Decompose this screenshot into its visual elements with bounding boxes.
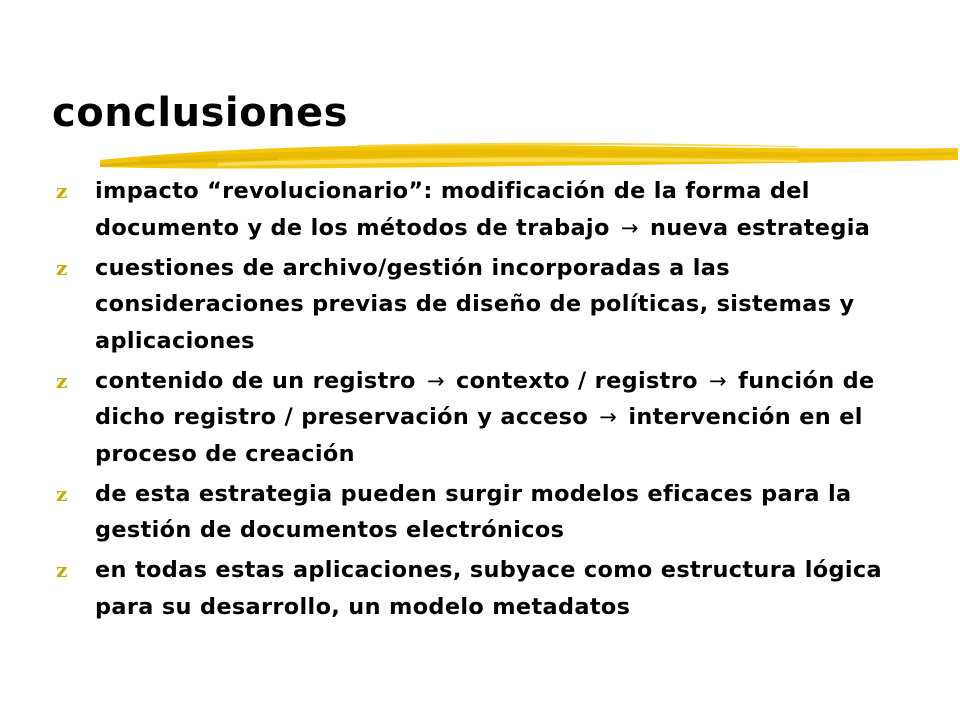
bullet-item [56,552,946,625]
bullet-text [95,363,946,473]
bullet-text-segment: en todas estas aplicaciones, subyace como estructura lógica para su desarrollo, un modelo metadatos [95,557,882,620]
slide-title: conclusiones [52,90,348,136]
arrow-right-icon: → [426,368,445,393]
bullet-text [95,250,946,360]
bullet-marker-icon: z [56,481,68,506]
bullet-item [56,250,946,360]
bullet-text-segment: contenido de un registro [95,367,416,394]
bullet-item [56,476,946,549]
bullet-marker-icon: z [56,558,68,582]
bullet-text-segment: contexto / registro [456,367,698,394]
bullet-text-segment: nueva estrategia [649,214,871,241]
bullet-text-segment: de esta estrategia pueden surgir modelos eficaces para la gestión de documentos electrónicos [95,480,852,543]
bullet-text-segment: intervención en el proceso de creación [95,404,863,467]
bullet-text [95,173,946,246]
bullet-text-segment: función de dicho registro / preservación y acceso [95,367,875,430]
arrow-right-icon: → [599,405,618,429]
bullet-item [56,363,946,473]
bullet-list [56,173,946,629]
bullet-marker-icon: z [56,255,68,280]
bullet-text [95,476,946,549]
arrow-right-icon: → [709,368,727,393]
bullet-text-segment: cuestiones de archivo/gestión incorporadas a las consideraciones previas de diseño de políticas, sistemas y aplicaciones [95,254,855,354]
bullet-text-segment: impacto “revolucionario”: modificación de la forma del documento y de los métodos de trabajo [95,178,810,241]
title-brush-underline [98,136,960,178]
arrow-right-icon: → [620,215,639,240]
bullet-marker-icon: z [56,368,68,393]
bullet-marker-icon: z [56,179,68,203]
bullet-text [95,552,946,625]
bullet-item [56,173,946,246]
